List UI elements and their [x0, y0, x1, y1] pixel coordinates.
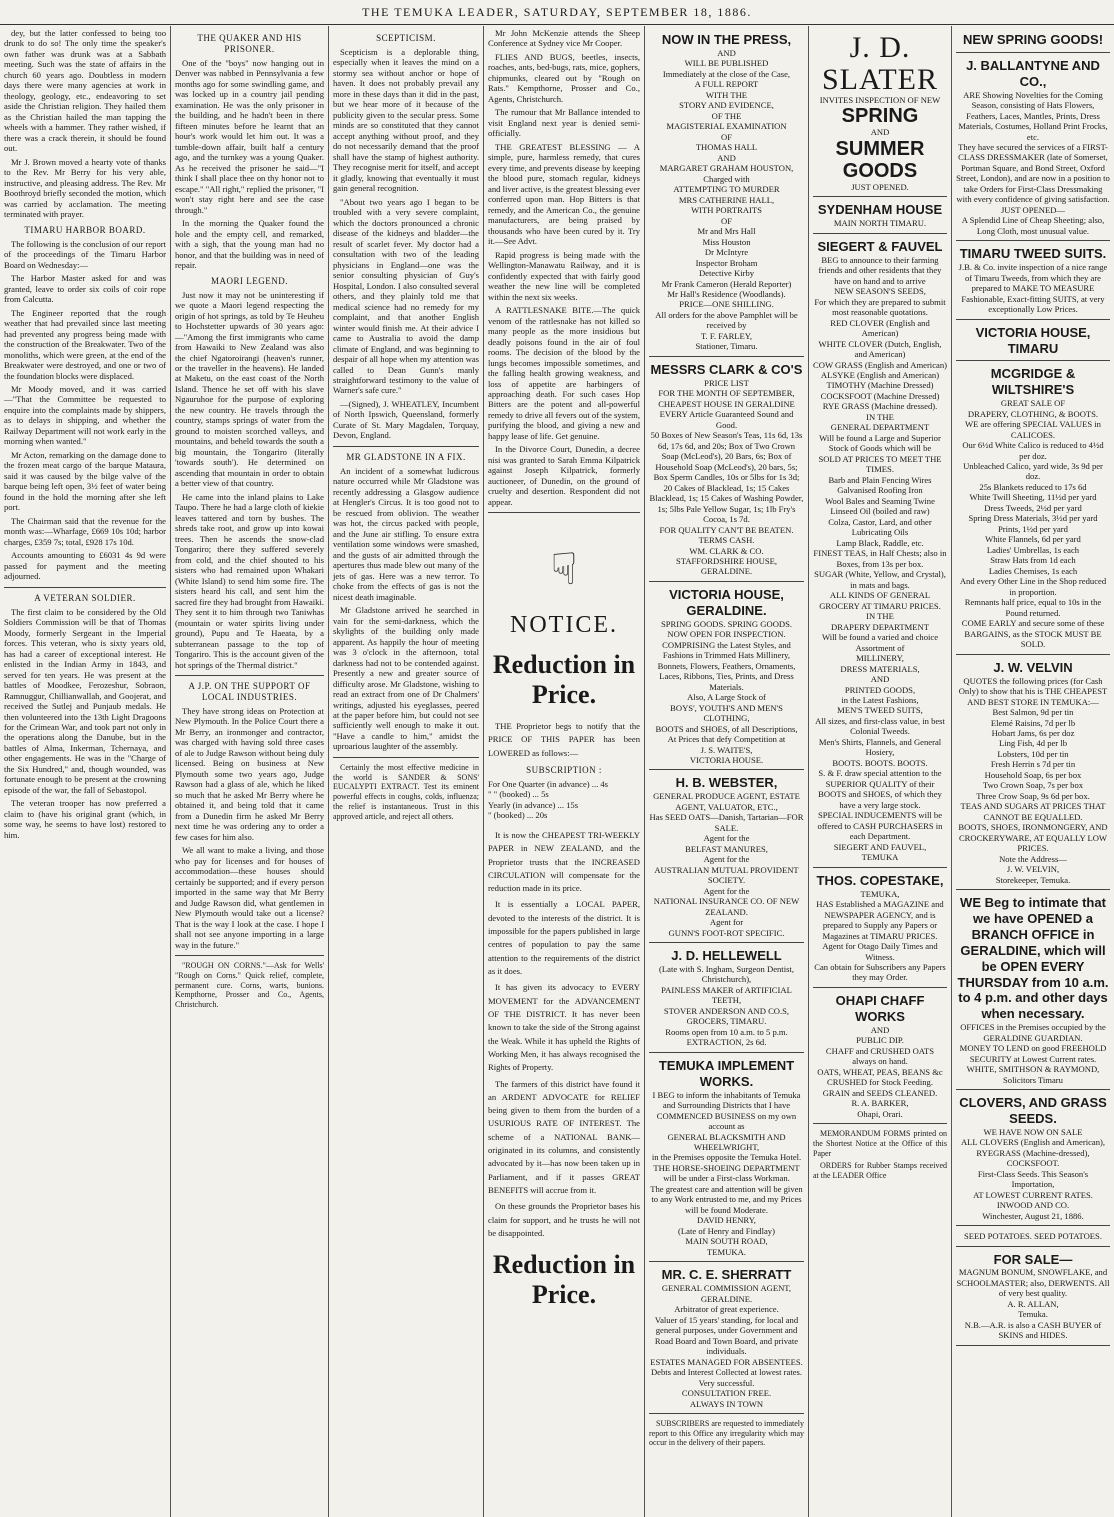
- ad-line: Charged with: [703, 173, 750, 184]
- branch-office-advertisement: [956, 895, 1110, 1090]
- ad-line: And every Other Line in the Shop reduced in proportion.: [959, 576, 1107, 597]
- article-heading: THE QUAKER AND HIS PRISONER.: [197, 33, 302, 54]
- ad-line: GREAT SALE OF: [1000, 398, 1066, 409]
- news-item: Mr John McKenzie attends the Sheep Conference at Sydney vice Mr Cooper.: [488, 28, 640, 49]
- ad-line: in the Premises opposite the Temuka Hotel.: [651, 1152, 802, 1163]
- ad-line: A. R. ALLAN,: [1007, 1298, 1059, 1309]
- commission-agent-advertisement: [649, 1267, 804, 1414]
- ad-line: Ladies Chemises, 1s each: [988, 565, 1078, 576]
- news-item: THE GREATEST BLESSING — A simple, pure, harmless remedy, that cures every time, and prevents disease by keeping the blood pure, stomach regular, kidneys and liver active, is the greatest blessing ever conferred upon man. Hop Bitters is that remedy, and the American Co., the genuine manufacturers, are being praised by thousands who have been cured by it. Try it.—See Advt.: [488, 141, 640, 247]
- ad-line: MEN'S TWEED SUITS,: [837, 705, 923, 716]
- article-paragraph: Mr J. Brown moved a hearty vote of thanks to the Rev. Mr Berry for his very able, instructive, and pleasing address. The Rev. Mr Boothroyd briefly seconded the motion, which was carried by acclamation. The meeting terminated with prayer.: [4, 156, 166, 220]
- ad-line: BOYS', YOUTH'S AND MEN'S CLOTHING,: [670, 702, 783, 724]
- divider: [4, 587, 166, 588]
- ad-line: JUST OPENED—: [1000, 204, 1066, 215]
- article-heading: MR GLADSTONE IN A FIX.: [346, 451, 466, 462]
- ad-line: OHAPI CHAFF WORKS: [835, 992, 925, 1024]
- article-paragraph: We all want to make a living, and those who pay for licenses and for houses of accommodation—these houses should certainly be supported; and if every person imported in the same way that Mr Berry and Judge Rawson did, what gentlemen in New Plymouth would take out a license? That is the way I look at the case. I hope I shall not see anyone importing in a large way in the future.": [175, 845, 324, 950]
- ad-line: Ladies' Umbrellas, 1s each: [986, 544, 1080, 555]
- subscription-heading: SUBSCRIPTION :: [526, 764, 602, 775]
- ad-line: Immediately at the close of the Case,: [662, 68, 791, 79]
- ad-line: Wool Bales and Seaming Twine: [825, 495, 935, 506]
- ballantyne-advertisement: [956, 58, 1110, 242]
- article-paragraph: Accounts amounting to £6031 4s 9d were passed for payment and the meeting adjourned.: [4, 550, 166, 582]
- ad-line: ATTEMPTING TO MURDER: [673, 184, 780, 195]
- ad-line: BOOTS. BOOTS. BOOTS.: [832, 757, 928, 768]
- clovers-advertisement: [956, 1095, 1110, 1226]
- divider: [175, 955, 324, 956]
- subscription-line: For One Quarter (in advance) ... 4s: [488, 778, 609, 789]
- ad-line: Agent for: [709, 917, 744, 928]
- ad-line: RYEGRASS (Machine-dressed),: [976, 1147, 1090, 1158]
- ad-line: The greatest care and attention will be given to any Work entrusted to me, and my Prices will be found Moderate.: [650, 1183, 803, 1215]
- ad-line: Mr Hall's Residence (Woodlands).: [667, 289, 786, 299]
- ad-line: WHITE, SMITHSON & RAYMOND, Solicitors Timaru: [966, 1064, 1100, 1085]
- ad-line: Spring Dress Materials, 3½d per yard: [968, 513, 1098, 524]
- ad-line: GENERAL DEPARTMENT: [830, 422, 930, 433]
- article-paragraph: They have strong ideas on Protection at New Plymouth. In the Police Court there a Mr Berry, an ironmonger and contractor, was charged with having sold three cases of ale to Judge Rawson without being duly licensed. Being on business at New Plymouth some two years ago, Judge Rawson had a glass of ale, which he liked so much that he asked Mr Berry where he obtained it, and being told that it came from a Dunedin firm he asked Mr Berry next time he was ordering any to order a few cases for him also.: [175, 705, 324, 842]
- article-paragraph: An incident of a somewhat ludicrous nature occurred while Mr Gladstone was recently addressing a Glasgow audience at Hengler's Circus. It is too good not to be rescued from oblivion. The weather was hot, the circus packed with people, and the June air stifling. To ensure extra ventilation some windows were smashed, and the gusts of air admitted through the apertures thus made blew out many of the jets of gas. Here was a new terror. To choke from the effects of gas is not the nicest death imaginable.: [333, 465, 479, 602]
- ad-line: DRAPERY DEPARTMENT: [831, 621, 929, 632]
- ohapi-advertisement: [813, 993, 947, 1124]
- ad-line: J. W. VELVIN,: [1006, 864, 1060, 875]
- ad-line: Agent for the: [703, 885, 750, 896]
- ad-line: Detective Kirby: [698, 268, 755, 279]
- ad-line: OF: [721, 215, 732, 226]
- ad-line: Miss Houston: [702, 236, 751, 247]
- ad-line: N.B.—A.R. is also a CASH BUYER of SKINS and HIDES.: [964, 1319, 1102, 1341]
- ad-line: AND: [870, 674, 890, 685]
- ad-line: GRAIN and SEEDS CLEANED.: [822, 1087, 938, 1098]
- news-item: FLIES AND BUGS, beetles, insects, roaches, ants, bed-bugs, rats, mice, gophers, chipmunks, cleared out by "Rough on Rats." Kempthorne, Prosser and Co., Agents, Christchurch.: [488, 51, 640, 104]
- ad-line: Dr McIntyre: [704, 247, 749, 258]
- ad-line: First-Class Seeds. This Season's Importation,: [977, 1168, 1089, 1190]
- ad-line: Also, A Large Stock of: [687, 692, 766, 703]
- ad-line: All sizes, and first-class value, in best Colonial Tweeds.: [815, 715, 945, 737]
- ad-line: Colza, Castor, Lard, and other Lubricating Oils: [828, 516, 932, 538]
- ad-line: SYDENHAM HOUSE: [817, 202, 943, 218]
- ad-line: INVITES INSPECTION OF NEW: [819, 95, 941, 105]
- ad-line: Inspector Broham: [695, 257, 758, 268]
- victoria-house-advertisement: [649, 587, 804, 771]
- ad-line: MAGNUM BONUM, SNOWFLAKE, and SCHOOLMASTER; also, DERWENTS. All of very best quality.: [956, 1267, 1110, 1299]
- ad-line: I BEG to inform the inhabitants of Temuka and Surrounding Districts that I have COMMENCED BUSINESS on my own account as: [652, 1089, 801, 1132]
- ad-line: Mr and Mrs Hall: [697, 226, 756, 237]
- article-heading: A VETERAN SOLDIER.: [34, 592, 136, 603]
- article-paragraph: Mr Moody moved, and it was carried—"That the Committee be requested to enquire into the complaints made by shippers, as to delays in shipping, and whether the Railway Department will not work early in the morning when wanted.": [4, 383, 166, 447]
- advertisement: "ROUGH ON CORNS."—Ask for Wells' "Rough on Corns." Quick relief, complete, permanent cure. Corns, warts, bunions. Kempthorne, Prosser and Co., Agents, Christchurch.: [175, 961, 324, 1010]
- ad-line: A Splendid Line of Cheap Sheeting; also, Long Cloth, most unusual value.: [961, 215, 1105, 236]
- ad-line: MR. C. E. SHERRATT: [661, 1267, 792, 1283]
- ad-line: All orders for the above Pamphlet will be received by: [655, 309, 798, 331]
- ad-line: NOW IN THE PRESS,: [661, 32, 792, 47]
- price-list-advertisement: [649, 362, 804, 582]
- ad-line: TEMUKA: [861, 852, 899, 863]
- ad-line: Ling Fish, 4d per lb: [998, 738, 1068, 749]
- ad-line: OATS, WHEAT, PEAS, BEANS &c CRUSHED for Stock Feeding.: [817, 1066, 943, 1088]
- ad-line: TEMUKA.: [707, 1246, 746, 1257]
- news-item: The rumour that Mr Ballance intended to visit England next year is denied semi-officially.: [488, 107, 640, 139]
- ad-line: SPRING: [841, 105, 919, 128]
- ad-line: COW GRASS (English and American): [813, 359, 947, 370]
- siegert-fauvel-advertisement: [813, 239, 947, 868]
- ad-line: Lamp Black, Raddle, etc.: [836, 537, 924, 548]
- ad-line: MCGRIDGE & WILTSHIRE'S: [990, 366, 1076, 398]
- ad-line: Note the Address—: [999, 853, 1067, 864]
- ad-line: COMPRISING the Latest Styles, and Fashions in Trimmed Hats Millinery, Bonnets, Flowers, Feathers, Ornaments, Laces, Ribbons, Ties, Prints, and Dress Materials.: [657, 639, 796, 692]
- ad-line: J. BALLANTYNE AND CO.,: [966, 57, 1100, 89]
- ad-line: J. S. WAITE'S,: [700, 744, 753, 755]
- masthead: THE TEMUKA LEADER, SATURDAY, SEPTEMBER 18, 1886.: [0, 0, 1114, 25]
- notice-title: NOTICE.: [510, 611, 618, 638]
- ad-line: Best Salmon, 9d per tin: [992, 707, 1074, 718]
- ad-line: T. F. FARLEY,: [700, 330, 753, 341]
- ad-line: JUST OPENED.: [851, 181, 909, 192]
- ad-line: J. D. HELLEWELL: [671, 948, 782, 964]
- ad-line: Elemé Raisins, 7d per lb: [990, 717, 1076, 728]
- ad-line: FINEST TEAS, in Half Chests; also in Boxes, from 13s per box.: [813, 548, 947, 569]
- column-6: [808, 26, 951, 1517]
- ad-line: VICTORIA HOUSE, GERALDINE.: [669, 586, 784, 618]
- ad-line: FOR SALE—: [993, 1251, 1073, 1267]
- ad-line: (Late with S. Ingham, Surgeon Dentist, Christchurch),: [659, 963, 794, 985]
- sydenham-advertisement: [813, 202, 947, 233]
- ad-line: TEMUKA IMPLEMENT WORKS.: [658, 1057, 795, 1089]
- ad-line: MESSRS CLARK & CO'S: [650, 361, 803, 377]
- ad-line: 50 Boxes of New Season's Teas, 11s 6d, 13s 6d, 17s 6d, and 20s; Box of Two Crown Soap (McLeod's), 20 Bars, 6s; Box of Household Soap (McLeod's), 20 bars, 5s; Box Sperm Candles, 10s or 5lbs for 1s 3d; 20 Cakes of Blacklead, 1s; 15 Cakes Blacklead, 1s; 15 Cakes of Washing Powder, 1s; 5lbs Pale Yellow Sugar, 1s; 1lb Fry's Cocoa, 1s 7d.: [649, 430, 804, 525]
- divider: [333, 446, 479, 447]
- ad-line: INWOOD AND CO.: [996, 1200, 1070, 1211]
- ad-line: Straw Hats from 1d each: [990, 555, 1076, 566]
- article-paragraph: He came into the inland plains to Lake Taupo. There he had a large cloth of kiekie leaves tattered and torn by bushes. The shreds take root, and grow up into kowai trees. Then he ascends the snow-clad Tongariro; there they suffered severely from cold, and the chief shouted to his sisters who had remained upon Whakari (White Island) to send him some fire. The sisters heard his call, and sent him the sacred fire they had brought from Hawaiki. They sent it to him through two Taniwhas (mountain or water spirits living under ground), Pupu and Te Haeata, by a subterranean passage to the top of Tongariro. This is the account given of the hot springs of the Thermal district.": [175, 491, 324, 670]
- ad-line: COCKSFOOT.: [1006, 1158, 1060, 1169]
- article-paragraph: Just now it may not be uninteresting if we quote a Maori legend respecting the origin of hot springs, as told by Te Heuheu to Hochstetter upwards of 30 years ago:—"Among the first immigrants who came from Hawaiki to New Zealand was also the chief Ngatoroirangi (heaven's runner, or the traveller in the heavens). He landed at Maketu, on the east coast of the North Island. Thence he set off with his slave Ngauruhoe for the purpose of exploring the new country. He travels through the country, stamps springs of water from the ground to moisten scorched valleys, and mountains, and beheld towards the south a big mountain, the Tongariro (literally 'towards south'). He determined on ascending that mountain in order to obtain a better view of that country.: [175, 289, 324, 489]
- ad-line: AND: [870, 127, 890, 138]
- ad-line: Fresh Herrin s 7d per tin: [990, 759, 1076, 770]
- ad-line: AND: [870, 1024, 890, 1035]
- ad-line: J. W. VELVIN: [993, 659, 1073, 675]
- subscription-line: Yearly (in advance) ... 15s: [488, 799, 579, 810]
- ad-line: NATIONAL INSURANCE CO. OF NEW ZEALAND.: [653, 896, 800, 917]
- ad-line: Mr Frank Cameron (Herald Reporter): [661, 278, 792, 289]
- copestake-advertisement: [813, 873, 947, 988]
- column-4: [483, 26, 644, 1517]
- column-3: [328, 26, 483, 1517]
- article-paragraph: The Harbor Master asked for and was granted, leave to order six coils of coir rope from Calcutta.: [4, 273, 166, 305]
- ad-line: They have secured the services of a FIRST-CLASS DRESSMAKER (late of Somerset, Portman Square, and Bond Street, Oxford Street, London), and are now in a position to take Orders for First-Class Dressmaking with every confidence of giving satisfaction.: [956, 142, 1110, 205]
- ad-line: COCKSFOOT (Machine Dressed): [820, 390, 940, 401]
- ad-line: AUSTRALIAN MUTUAL PROVIDENT SOCIETY.: [654, 864, 799, 886]
- ad-line: For which they are prepared to submit most reasonable quotations.: [814, 296, 946, 318]
- memorandum-notice: MEMORANDUM FORMS printed on the Shortest Notice at the Office of this Paper: [813, 1129, 947, 1158]
- article-heading: A J.P. ON THE SUPPORT OF LOCAL INDUSTRIES.: [188, 681, 311, 702]
- ad-line: IN THE: [866, 411, 894, 422]
- article-paragraph: —(Signed), J. WHEATLEY, Incumbent of North Ipswich, Queensland, formerly Curate of St. Mary Magdalen, Torquay, Devon, England.: [333, 398, 479, 441]
- ad-line: TIMOTHY (Machine Dressed): [826, 380, 934, 391]
- ad-line: CHAFF and CRUSHED OATS always on hand.: [825, 1045, 935, 1067]
- column-7: [951, 26, 1114, 1517]
- rubber-stamps-notice: ORDERS for Rubber Stamps received at the LEADER Office: [813, 1161, 947, 1181]
- ad-line: CHEAPEST HOUSE IN GERALDINE: [658, 398, 795, 409]
- ad-line: THE HORSE-SHOEING DEPARTMENT will be under a First-class Workman.: [653, 1162, 800, 1184]
- ad-line: PRICE—ONE SHILLING.: [679, 299, 774, 310]
- ad-line: RYE GRASS (Machine dressed).: [822, 401, 938, 412]
- ad-line: SUMMER GOODS: [835, 137, 925, 182]
- ad-line: A FULL REPORT: [694, 79, 759, 90]
- notice-paragraph: It is now the CHEAPEST TRI-WEEKLY PAPER in NEW ZEALAND, and the Proprietor trusts that the INCREASED CIRCULATION will compensate for the reduction made in its price.: [488, 829, 640, 894]
- ad-line: PAINLESS MAKER of ARTIFICIAL TEETH,: [661, 984, 792, 1006]
- ad-line: Temuka.: [1018, 1309, 1048, 1320]
- ad-line: AND: [717, 47, 736, 58]
- subscription-line: " " (booked) ... 5s: [488, 789, 549, 800]
- reduction-heading: Reduction in Price.: [492, 650, 636, 710]
- ad-line: TEAS AND SUGARS AT PRICES THAT CANNOT BE EQUALLED.: [960, 801, 1106, 822]
- ad-line: ESTATES MANAGED FOR ABSENTEES.: [650, 1356, 803, 1367]
- ad-line: STOVER ANDERSON AND CO.S, GROCERS, TIMARU.: [663, 1005, 790, 1027]
- article-paragraph: In the morning the Quaker found the hole and the empty cell, and remarked, with a sigh, that the young man had no honor, and that the building was in need of repair.: [175, 218, 324, 271]
- ad-line: MAIN SOUTH ROAD,: [685, 1236, 768, 1247]
- ad-line: SOLD AT PRICES TO MEET THE TIMES.: [818, 453, 942, 475]
- ad-line: Rooms open from 10 a.m. to 5 p.m.: [665, 1026, 788, 1037]
- ad-line: NOW OPEN FOR INSPECTION.: [667, 629, 786, 640]
- implement-works-advertisement: [649, 1058, 804, 1262]
- ad-line: Valuer of 15 years' standing, for local and general purposes, under Government and Road Board and Town Board, and private individuals.: [654, 1314, 799, 1357]
- columns: [0, 26, 1114, 1517]
- slater-title: J. D. SLATER: [821, 31, 938, 96]
- ad-line: EXTRACTION, 2s 6d.: [686, 1037, 767, 1048]
- article-heading: TIMARU HARBOR BOARD.: [24, 224, 146, 235]
- ad-line: S. & F. draw special attention to the SUPERIOR QUALITY of their BOOTS and SHOES, of which they have a very large stock.: [818, 768, 942, 810]
- article-paragraph: The Chairman said that the revenue for the month was:—Wharfage, £669 10s 10d; harbor charges, £359 7s; total, £928 17s 10d.: [4, 515, 166, 547]
- ad-line: Three Crow Soap, 9s 6d per box.: [976, 790, 1090, 801]
- ad-line: Hobart Jams, 6s per doz: [991, 727, 1075, 738]
- ad-line: VICTORIA HOUSE.: [689, 754, 764, 765]
- for-sale-advertisement: [956, 1252, 1110, 1346]
- ad-line: Lobsters, 10d per tin: [997, 748, 1069, 759]
- tweed-suits-advertisement: [956, 246, 1110, 319]
- ad-line: BELFAST MANURES,: [685, 843, 768, 854]
- article-paragraph: The Engineer reported that the rough weather that had prevailed since last meeting had prevented any progress being made with the construction of the Breakwater. Two of the monoliths, which were green, at the end of the Breakwater were destroyed, and one or two of the foundation blocks were displaced.: [4, 307, 166, 381]
- ad-line: Has SEED OATS—Danish, Tartarian—FOR SALE.: [649, 812, 804, 833]
- ad-line: GUNN'S FOOT-ROT SPECIFIC.: [668, 927, 785, 938]
- ad-line: PRICE LIST: [704, 377, 749, 388]
- ad-line: MRS CATHERINE HALL,: [678, 194, 775, 205]
- reduction-heading: Reduction in Price.: [492, 1250, 636, 1310]
- ad-line: BOOTS, SHOES, IRONMONGERY, AND CROCKERYWARE, AT EQUALLY LOW PRICES.: [958, 822, 1108, 854]
- notice-paragraph: The farmers of this district have found it an ARDENT ADVOCATE for RELIEF being given to them from the burden of a USURIOUS RATE OF INTEREST. The scheme of a NATIONAL BANK—originated in its columns, and consistently advocated by it—has now been taken up in Parliament, and if it passes GREAT BENEFITS will accrue from it.: [488, 1078, 640, 1195]
- ad-line: AT LOWEST CURRENT RATES.: [973, 1189, 1093, 1200]
- ad-line: SUGAR (White, Yellow, and Crystal), in mats and bags.: [814, 569, 946, 590]
- ad-line: Two Crown Soap, 7s per box: [982, 780, 1084, 791]
- webster-advertisement: [649, 775, 804, 943]
- ad-line: DRAPERY, CLOTHING, & BOOTS.: [967, 408, 1099, 419]
- ad-line: Will be found a Large and Superior Stock of Goods which will be: [819, 432, 941, 454]
- ad-line: Prints, 1½d per yard: [998, 523, 1068, 534]
- ad-line: Galvanised Roofing Iron: [837, 485, 923, 496]
- ad-line: DAVID HENRY,: [697, 1215, 756, 1226]
- ad-line: GERALDINE.: [700, 1293, 753, 1304]
- ad-line: PRINTED GOODS,: [844, 684, 916, 695]
- ad-line: Winchester, August 21, 1886.: [982, 1210, 1084, 1221]
- ad-line: R. A. BARKER,: [851, 1098, 909, 1109]
- ad-line: Linseed Oil (boiled and raw): [830, 506, 930, 517]
- ad-line: RED CLOVER (English and American): [830, 317, 930, 339]
- article-paragraph: Mr Acton, remarking on the damage done to the frozen meat cargo of the barque Mataura, said it was caused by the bilge valve of the barque being left open, 3½ feet of water being found in the hold the morning after she left port.: [4, 449, 166, 513]
- news-item: Rapid progress is being made with the Wellington-Manawatu Railway, and it is confidently expected that with fairly good weather the new line will be completed within the next six weeks.: [488, 249, 640, 302]
- ad-line: STAFFORDSHIRE HOUSE,: [675, 556, 778, 566]
- ad-line: Dress Tweeds, 2½d per yard: [984, 502, 1082, 513]
- ad-line: THOS. COPESTAKE,: [816, 872, 944, 888]
- ad-line: IN THE: [866, 611, 894, 622]
- ad-line: GENERAL BLACKSMITH AND WHEELWRIGHT,: [667, 1131, 786, 1152]
- ad-line: J.B. & Co. invite inspection of a nice range of Timaru Tweeds, from which they are prepared to MAKE TO MEASURE Fashionable, Exact-fitting SUITS, at very exceptionally Low Prices.: [958, 262, 1108, 315]
- ad-line: WILL BE PUBLISHED: [684, 58, 769, 69]
- ad-line: STORY AND EVIDENCE,: [679, 100, 774, 111]
- ad-line: Stationer, Timaru.: [695, 341, 758, 352]
- ad-line: (Late of Henry and Findlay): [678, 1225, 775, 1236]
- ad-line: OF: [721, 131, 732, 142]
- ad-line: FOR THE MONTH OF SEPTEMBER,: [658, 388, 795, 399]
- ad-line: MONEY TO LEND on good FREEHOLD SECURITY at Lowest Current rates.: [959, 1043, 1107, 1064]
- ad-line: MILLINERY,: [856, 653, 904, 664]
- article-paragraph: dey, but the latter confessed to being too drunk to do so! The only time the speaker's own father was drunk was at a Sabbath meeting. Such was the state of affairs in the church 60 years ago. Doubtless in modern days there were many agencies at work in theology, geology, etc., endeavoring to set aside the Christian religion. They hailed them as the Christian hailed the man tapping the wheels with a hammer. They rather wished, if there was a crack therein, it should be found out.: [4, 28, 166, 154]
- ad-line: SIEGERT AND FAUVEL,: [833, 841, 927, 852]
- news-item: In the Divorce Court, Dunedin, a decree nisi was granted to Sarah Emma Kilpatrick against Joseph Kilpatrick, formerly auctioneer, of Dunedin, on the ground of cruelty and desertion. Respondent did not appear.: [488, 444, 640, 507]
- advertisement: Certainly the most effective medicine in the world is SANDER & SONS' EUCALYPTI EXTRACT. Test its eminent powerful effects in coughs, colds, influenza; the relief is instantaneous. Trust in this approved article, and reject all others.: [333, 762, 479, 821]
- ad-line: TEMUKA,: [860, 888, 900, 899]
- ad-line: Can obtain for Subscribers any Papers they may Order.: [814, 962, 946, 983]
- ad-line: White Twill Sheeting, 11½d per yard: [969, 492, 1097, 503]
- column-1: [0, 26, 170, 1517]
- article-paragraph: "About two years ago I began to be troubled with a very severe complaint, which the doctors pronounced a chronic disease of the kidneys and bladder—the result of scarlet fever. My doctor had a consultation with two of the leading physicians in England—one was the senior consulting physician of Guy's Hospital, London. I also consulted several others, and they plainly told me that medical science had no remedy for my complaint, and that another English winter would finish me. At their advice I came to Australia to avoid the damp climate of England, and was beginning to despair of all hope when my attention was called to Dean Gunn's manly straightforward testimony to the value of Warner's safe cure.": [333, 196, 479, 396]
- ad-line: White Flannels, 6d per yard: [985, 534, 1081, 545]
- divider: [333, 757, 479, 758]
- ad-line: SPECIAL INDUCEMENTS will be offered to CASH PURCHASERS in each Department.: [817, 810, 943, 842]
- ad-line: WITH PORTRAITS: [691, 205, 762, 216]
- article-paragraph: Scepticism is a deplorable thing, especially when it leaves the mind on a stormy sea without anchor or hope of haven. It does not probably prevail any more in these days than it did in the past, but we hear more of it because of the publicity given to the secular press. Some minds are so constituted that they cannot accept anything without proof, and they do not necessarily demand that the proof shall have the stamp of highest authority. They recognise merit for itself, and accept it gladly, knowing that eventually it must gain general recognition.: [333, 46, 479, 194]
- ad-line: BEG to announce to their farming friends and other residents that they have on hand and to arrive: [818, 254, 942, 286]
- divider: [175, 675, 324, 676]
- ad-line: GERALDINE.: [700, 566, 753, 577]
- new-spring-goods-heading: NEW SPRING GOODS!: [956, 32, 1110, 53]
- ad-line: Agent for the: [703, 833, 750, 844]
- victoria-house-heading: VICTORIA HOUSE, TIMARU: [956, 325, 1110, 362]
- ad-line: Men's Shirts, Flannels, and General Hosiery,: [818, 736, 942, 758]
- ad-line: ARE Showing Novelties for the Coming Season, consisting of Hats Flowers, Feathers, Laces, Mantles, Prints, Dress Materials, Costumes, Holland Print Frocks, etc.: [958, 89, 1108, 142]
- ad-line: ALSYKE (English and American): [820, 369, 940, 380]
- ad-line: TIMARU TWEED SUITS.: [959, 246, 1107, 262]
- article-paragraph: The following is the conclusion of our report of the proceedings of the Timaru Harbor Board on Wednesday:—: [4, 238, 166, 270]
- ad-line: CONSULTATION FREE.: [681, 1388, 772, 1399]
- ad-line: WE are offering SPECIAL VALUES in CALICOES.: [965, 419, 1101, 440]
- pamphlet-advertisement: [649, 32, 804, 357]
- notice-intro: THE Proprietor begs to notify that the PRICE OF THIS PAPER has been LOWERED as follows:—: [488, 721, 640, 758]
- notice-paragraph: It has given its advocacy to EVERY MOVEMENT for the ADVANCEMENT OF THE DISTRICT. It has never been known to take the side of the Strong against the Weak. While it has upheld the Rights of Working Men, it has always recognised the Rights of Property.: [488, 982, 640, 1073]
- ad-line: 25s Blankets reduced to 17s 6d: [979, 481, 1087, 492]
- ad-line: GENERAL COMMISSION AGENT,: [661, 1283, 792, 1294]
- seed-potatoes-heading: SEED POTATOES. SEED POTATOES.: [956, 1231, 1110, 1246]
- ad-line: WHITE CLOVER (Dutch, English, and American): [818, 338, 942, 360]
- ad-line: WE Beg to intimate that we have OPENED a BRANCH OFFICE in GERALDINE, which will be OPEN EVERY THURSDAY from 10 a.m. to 4 p.m. and other days when necessary.: [957, 895, 1109, 1022]
- velvin-advertisement: [956, 660, 1110, 891]
- column-2: [170, 26, 328, 1517]
- ad-line: SIEGERT & FAUVEL: [817, 238, 943, 254]
- ad-line: Agent for Otago Daily Times and Witness.: [822, 941, 938, 962]
- ad-line: ALL KINDS OF GENERAL GROCERY AT TIMARU PRICES.: [819, 590, 941, 611]
- ad-line: COME EARLY and secure some of these BARGAINS, as the STOCK MUST BE SOLD.: [961, 618, 1105, 650]
- ad-line: Arbitrator of great experience.: [674, 1304, 779, 1315]
- article-paragraph: The veteran trooper has now preferred a claim to (have his original grant (which, in some way, he seems to have lost) restored to him.: [4, 798, 166, 840]
- ad-line: NEW SEASON'S SEEDS,: [834, 286, 926, 297]
- ad-line: Agent for the: [703, 854, 750, 865]
- ad-line: MAIN NORTH TIMARU.: [833, 218, 927, 229]
- article-heading: SCEPTICISM.: [376, 33, 436, 43]
- ad-line: SPRING GOODS. SPRING GOODS.: [660, 618, 793, 629]
- dentist-advertisement: [649, 948, 804, 1053]
- ad-line: Storekeeper, Temuka.: [995, 874, 1071, 885]
- news-item: A RATTLESNAKE BITE.—The quick venom of the rattlesnake has not killed so many people as the more insidious but deadly poisons found in the air of foul rooms. The decision of the blood by the lungs becomes impossible sometimes, and the falling health growing weakness, and loss of appetite are harbingers of approaching death. For such cases Hop Bitters are the potent and all-powerful remedy to drive all fevers out of the system, purifying the blood, and giving a new and happy lease of life. Get genuine.: [488, 305, 640, 441]
- divider: [488, 512, 640, 513]
- subscription-line: " (booked) ... 20s: [488, 810, 548, 821]
- ad-line: MAGISTERIAL EXAMINATION: [666, 121, 787, 132]
- ad-line: CLOVERS, AND GRASS SEEDS.: [959, 1095, 1107, 1126]
- subscribers-notice: SUBSCRIBERS are requested to immediately report to this Office any irregularity which may occur in the delivery of their papers.: [649, 1418, 804, 1448]
- ad-line: TERMS CASH.: [698, 535, 755, 546]
- ad-line: BOOTS and SHOES, of all Descriptions,: [655, 723, 798, 734]
- notice-paragraph: On these grounds the Proprietor bases his claim for support, and he trusts he will not be disappointed.: [488, 1201, 640, 1238]
- ad-line: WE HAVE NOW ON SALE: [983, 1126, 1083, 1137]
- ad-line: OFFICES in the Premises occupied by the GERALDINE GUARDIAN.: [960, 1022, 1106, 1043]
- article-paragraph: Mr Gladstone arrived he searched in vain for the semi-darkness, which the skylights of the building only made apparent. As happily the hour of meeting was 3 o'clock in the afternoon, total darkness had not to be contended against. Presently a new and greater source of difficulty arose. Mr Gladstone, wishing to read an extract from one of Dr Chalmers' writings, adjusted his eyeglasses, peered at the paper before him, but could not see sufficiently well enough to make it out. "Have a candle to him," amidst the uproarious laughter of the assembly.: [333, 605, 479, 752]
- ad-line: Remnants half price, equal to 10s in the Pound returned.: [964, 597, 1102, 618]
- ad-line: Ohapi, Orari.: [857, 1108, 903, 1119]
- ad-line: At Prices that defy Competition at: [667, 734, 786, 745]
- ad-line: GENERAL PRODUCE AGENT, ESTATE AGENT, VALUATOR, ETC.,: [653, 791, 800, 812]
- article-heading: MAORI LEGEND.: [211, 275, 288, 286]
- ad-line: DRESS MATERIALS,: [840, 663, 920, 674]
- ad-line: THOMAS HALL: [695, 142, 758, 153]
- ad-line: in the Latest Fashions,: [841, 695, 919, 705]
- ad-line: Household Soap, 6s per box: [984, 769, 1082, 780]
- slater-advertisement: [813, 32, 947, 197]
- ad-line: H. B. WEBSTER,: [675, 775, 778, 791]
- ad-line: FOR QUALITY CAN'T BE BEATEN.: [659, 524, 794, 535]
- pointing-hand-icon: ☟: [550, 545, 578, 595]
- ad-line: AND: [717, 152, 736, 163]
- ad-line: Unbleached Calico, yard wide, 3s 9d per doz.: [963, 460, 1103, 482]
- article-paragraph: One of the "boys" now hanging out in Denver was nabbed in Pennsylvania a few months ago for some swindling game, and was locked up in a country jail pending examination. He was the only prisoner in the building, and he hadn't been in there fifteen minutes before he learnt that an hour's work would let him out. It was a tumble-down affair, built half a century ago, and the turnkey was a young Quaker. As he received the prisoner he said—"I think I shall place thee on thy honor not to escape." "All right," replied the prisoner, "I won't stay right here and see the case through.": [175, 57, 324, 215]
- ad-line: MARGARET GRAHAM HOUSTON,: [659, 163, 794, 174]
- ad-line: Will be found a varied and choice Assortment of: [821, 632, 939, 653]
- ad-line: ALL CLOVERS (English and American),: [960, 1137, 1106, 1148]
- notice-paragraph: It is essentially a LOCAL PAPER, devoted to the interests of the district. It is impossible for the papers published in large centres of population to pay the same attention to the requirements of the district as it does.: [488, 899, 640, 976]
- article-paragraph: The first claim to be considered by the Old Soldiers Commission will be that of Thomas Moody, formerly Sergeant in the Imperial forces. This veteran, who is sixty years old, has had a career of exceptional interest. He enlisted in the Indian Army in 1843, and served for ten years. He was present at the battles of Moodkee, Ferozeshur, Sobraon, Ramnuggur, Chillianwallah, and Goojerat, and received the Sutlej and Punjaub medals. He then volunteered into the 13th Light Dragoons for the Crimean War, and took part not only in the operations along the Danube, but in the battles of Alma, Inkerman, Tchernaya, and other engagements. He was in the "Charge of the Six Hundred," and, though wounded, was fortunate enough to be present at the crowning episode of the war, the fall of Sebastopol.: [4, 606, 166, 795]
- ad-line: OF THE: [711, 110, 742, 121]
- mcgridge-wiltshire-advertisement: [956, 366, 1110, 654]
- column-5: [644, 26, 808, 1517]
- ad-line: HAS Established a MAGAZINE and NEWSPAPER AGENCY, and is prepared to Supply any Papers or Magazines at TIMARU PRICES.: [816, 899, 944, 941]
- ad-line: ALWAYS IN TOWN: [689, 1398, 764, 1409]
- ad-line: QUOTES the following prices (for Cash Only) to show that his is THE CHEAPEST AND BEST STORE IN TEMUKA:—: [958, 675, 1108, 707]
- ad-line: Barb and Plain Fencing Wires: [828, 474, 932, 485]
- ad-line: WITH THE: [705, 89, 748, 100]
- ad-line: EVERY Article Guaranteed Sound and Good.: [659, 409, 794, 430]
- ad-line: Debts and Interest Collected at lowest rates. Very successful.: [650, 1367, 803, 1388]
- ad-line: Our 6½d White Calico is reduced to 4½d per doz.: [962, 440, 1104, 461]
- ad-line: PUBLIC DIP.: [856, 1035, 904, 1046]
- ad-line: WM. CLARK & CO.: [689, 545, 764, 556]
